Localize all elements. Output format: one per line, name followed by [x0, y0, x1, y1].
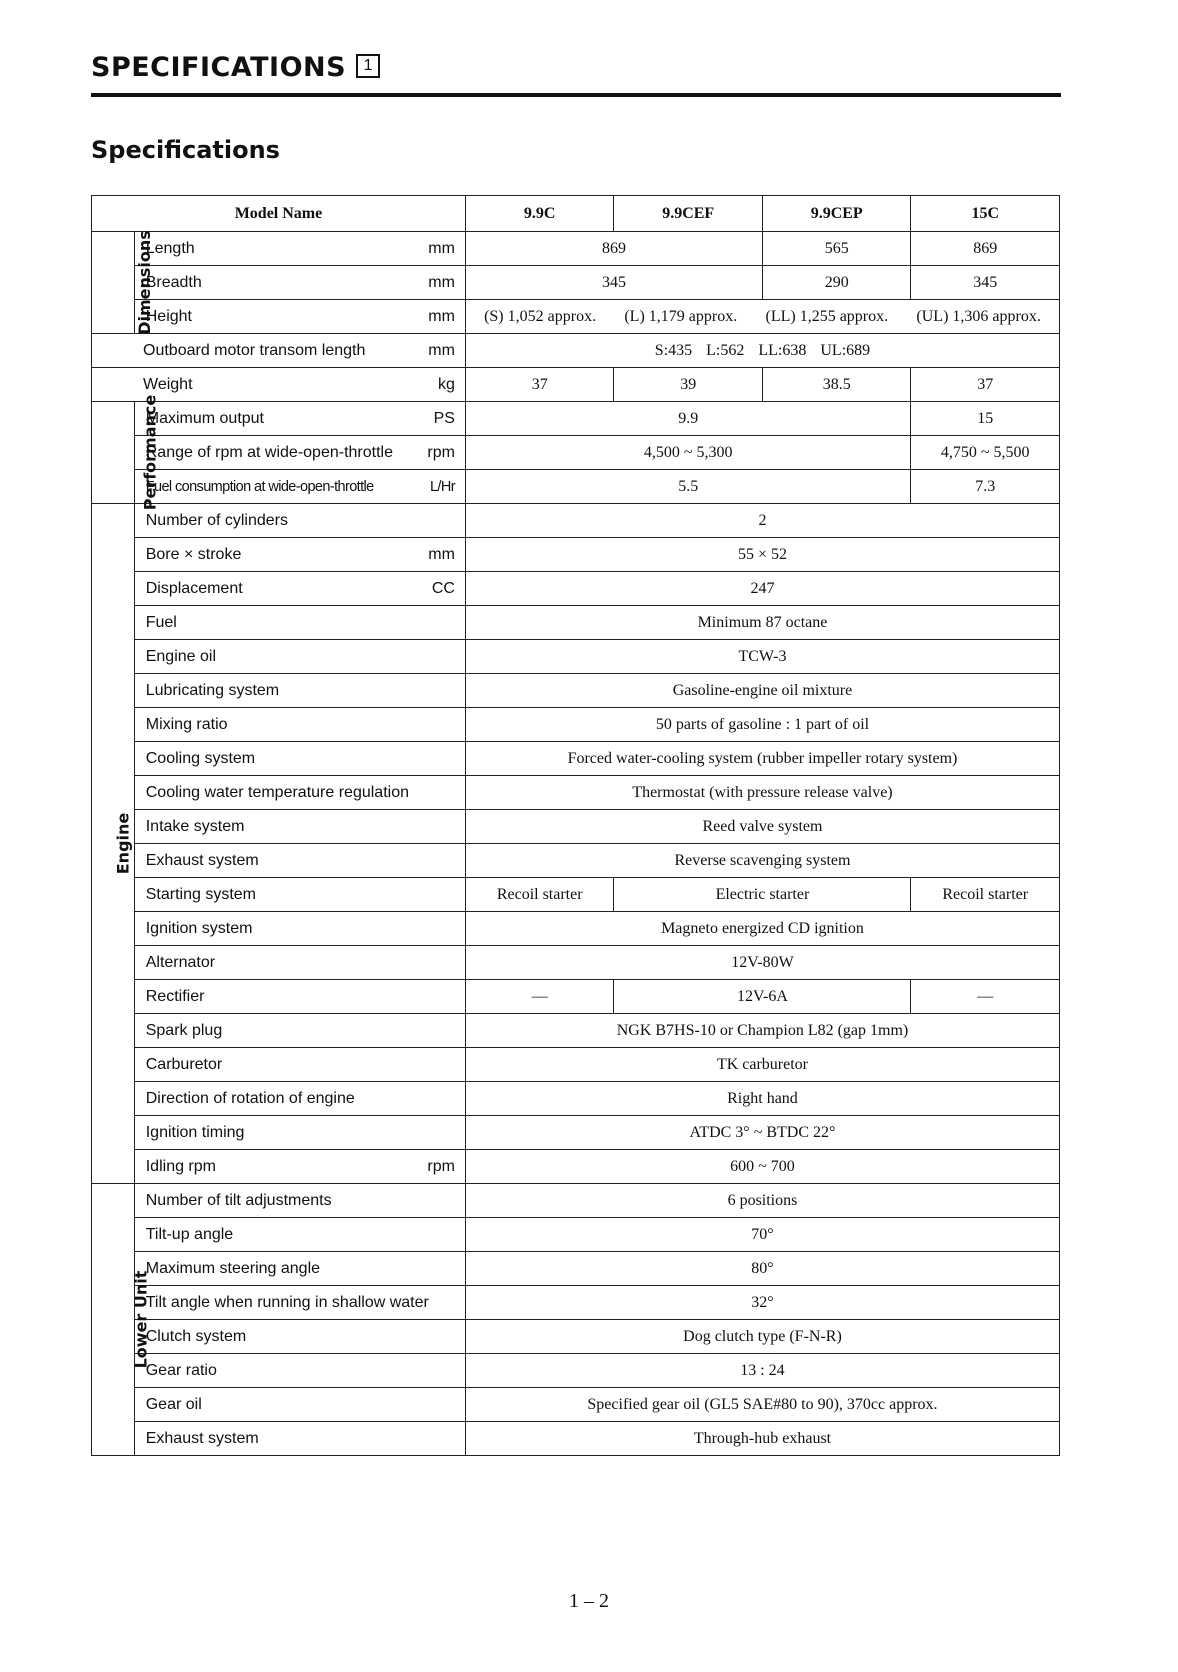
value-cell: 869 [911, 232, 1060, 266]
row-unit: rpm [427, 1157, 455, 1175]
row-label-cell [134, 1252, 465, 1286]
row-label-cell [134, 1422, 465, 1456]
table-row [92, 334, 1060, 368]
chapter-box: 1 [356, 54, 380, 78]
value-cell: Reverse scavenging system [465, 844, 1059, 878]
row-label-cell [134, 436, 465, 470]
value-cell: 55 × 52 [465, 538, 1059, 572]
row-label-cell [134, 572, 465, 606]
value-cell: 15 [911, 402, 1060, 436]
row-label: Bore × stroke [145, 545, 242, 563]
table-row [92, 402, 1060, 436]
table-row [92, 606, 1060, 640]
row-label: Clutch system [145, 1327, 247, 1345]
height-ul: (UL) 1,306 approx. [916, 307, 1041, 325]
transom-l: L:562 [706, 341, 745, 359]
row-label: Tilt-up angle [145, 1225, 234, 1243]
transom-ll: LL:638 [758, 341, 807, 359]
row-label: Rectifier [145, 987, 205, 1005]
value-cell: 565 [762, 232, 911, 266]
value-cell: 13 : 24 [465, 1354, 1059, 1388]
row-label: Maximum output [145, 409, 264, 427]
header-rule [91, 93, 1061, 97]
row-label-cell [134, 1014, 465, 1048]
table-row [92, 470, 1060, 504]
row-unit: kg [438, 375, 455, 393]
value-cell: 6 positions [465, 1184, 1059, 1218]
row-label-cell [134, 300, 465, 334]
row-label-cell [134, 470, 465, 504]
value-cell: Magneto energized CD ignition [465, 912, 1059, 946]
row-label-cell [134, 1150, 465, 1184]
value-cell: 290 [762, 266, 911, 300]
value-cell: NGK B7HS-10 or Champion L82 (gap 1mm) [465, 1014, 1059, 1048]
row-label-cell [134, 606, 465, 640]
value-cell: 38.5 [762, 368, 911, 402]
height-ll: (LL) 1,255 approx. [765, 307, 889, 325]
row-label: Weight [143, 375, 193, 393]
row-unit: mm [428, 341, 455, 359]
category-engine [92, 504, 135, 1184]
row-label-cell [134, 776, 465, 810]
value-cell: ATDC 3° ~ BTDC 22° [465, 1116, 1059, 1150]
row-label-cell [134, 1354, 465, 1388]
row-label: Outboard motor transom length [143, 341, 366, 359]
value-cell: TCW-3 [465, 640, 1059, 674]
category-label: Engine [113, 812, 133, 874]
value-cell: 39 [614, 368, 763, 402]
table-row [92, 436, 1060, 470]
section-title: Specifications [91, 136, 280, 164]
value-cell: 4,500 ~ 5,300 [465, 436, 911, 470]
value-cell: Recoil starter [911, 878, 1060, 912]
table-row [92, 1354, 1060, 1388]
row-unit: CC [431, 579, 455, 597]
row-label-cell [134, 402, 465, 436]
row-label: Maximum steering angle [145, 1259, 321, 1277]
row-label-cell [134, 266, 465, 300]
row-label-cell [134, 1320, 465, 1354]
table-row [92, 300, 1060, 334]
table-row [92, 572, 1060, 606]
table-row [92, 946, 1060, 980]
table-row [92, 232, 1060, 266]
table-row [92, 1048, 1060, 1082]
value-cell: — [911, 980, 1060, 1014]
value-cell: Thermostat (with pressure release valve) [465, 776, 1059, 810]
row-label-cell [134, 1184, 465, 1218]
table-row [92, 878, 1060, 912]
value-cell: 50 parts of gasoline : 1 part of oil [465, 708, 1059, 742]
row-unit: mm [428, 273, 455, 291]
row-label: Range of rpm at wide-open-throttle [145, 443, 393, 461]
row-label: Carburetor [145, 1055, 223, 1073]
row-label: Fuel consumption at wide-open-throttle [145, 478, 374, 495]
category-dimensions [92, 229, 154, 335]
table-row [92, 980, 1060, 1014]
row-label: Intake system [145, 817, 245, 835]
value-cell: 4,750 ~ 5,500 [911, 436, 1060, 470]
row-label-cell [134, 1286, 465, 1320]
row-label-cell [134, 844, 465, 878]
row-label: Cooling system [145, 749, 256, 767]
row-label-cell [134, 232, 465, 266]
value-cell: Dog clutch type (F-N-R) [465, 1320, 1059, 1354]
header-title: SPECIFICATIONS [91, 52, 347, 83]
row-label: Exhaust system [145, 851, 259, 869]
table-row [92, 742, 1060, 776]
category-label: Dimensions [134, 229, 154, 335]
table-row [92, 776, 1060, 810]
category-lower-unit [92, 1184, 151, 1456]
value-cell: Recoil starter [465, 878, 614, 912]
row-unit: L/Hr [429, 478, 455, 495]
row-label-cell [134, 1218, 465, 1252]
value-cell: Specified gear oil (GL5 SAE#80 to 90), 370cc approx. [465, 1388, 1059, 1422]
table-row [92, 674, 1060, 708]
table-row [92, 538, 1060, 572]
value-cell: Right hand [465, 1082, 1059, 1116]
table-row [92, 708, 1060, 742]
table-row [92, 1082, 1060, 1116]
value-cell: Gasoline-engine oil mixture [465, 674, 1059, 708]
row-label: Lubricating system [145, 681, 280, 699]
value-cell: TK carburetor [465, 1048, 1059, 1082]
value-cell [465, 334, 1059, 368]
row-label-cell [134, 504, 465, 538]
value-cell: 70° [465, 1218, 1059, 1252]
row-label: Spark plug [145, 1021, 223, 1039]
transom-s: S:435 [654, 341, 693, 359]
table-row [92, 1218, 1060, 1252]
value-cell: 32° [465, 1286, 1059, 1320]
row-unit: mm [428, 307, 455, 325]
row-label-cell [134, 912, 465, 946]
page-header [91, 52, 1061, 83]
value-cell: Minimum 87 octane [465, 606, 1059, 640]
row-label: Mixing ratio [145, 715, 228, 733]
row-label: Starting system [145, 885, 256, 903]
model-header-9-9c: 9.9C [465, 196, 614, 232]
row-label-cell [134, 742, 465, 776]
row-label: Length [145, 239, 195, 257]
value-cell: 600 ~ 700 [465, 1150, 1059, 1184]
model-header-15c: 15C [911, 196, 1060, 232]
value-cell: 2 [465, 504, 1059, 538]
row-label-cell [92, 334, 466, 368]
row-label: Cooling water temperature regulation [145, 783, 409, 801]
value-cell: 37 [911, 368, 1060, 402]
value-cell: Forced water-cooling system (rubber impeller rotary system) [465, 742, 1059, 776]
category-label: Performance [140, 394, 160, 510]
row-label-cell [134, 810, 465, 844]
value-cell: 345 [465, 266, 762, 300]
row-label: Ignition system [145, 919, 253, 937]
row-label-cell [134, 708, 465, 742]
table-row [92, 912, 1060, 946]
row-label: Gear oil [145, 1395, 202, 1413]
table-row [92, 1014, 1060, 1048]
table-row [92, 1388, 1060, 1422]
value-cell: 80° [465, 1252, 1059, 1286]
page-number: 1 – 2 [569, 1590, 609, 1612]
height-s: (S) 1,052 approx. [484, 307, 597, 325]
table-row [92, 810, 1060, 844]
row-label-cell [134, 1388, 465, 1422]
row-label-cell [134, 878, 465, 912]
table-header-row [92, 196, 1060, 232]
value-cell: Through-hub exhaust [465, 1422, 1059, 1456]
value-cell: 12V-80W [465, 946, 1059, 980]
row-label-cell [134, 1116, 465, 1150]
row-label: Exhaust system [145, 1429, 259, 1447]
table-row [92, 1320, 1060, 1354]
row-label: Number of cylinders [145, 511, 289, 529]
table-row [92, 1286, 1060, 1320]
row-unit: rpm [427, 443, 455, 461]
table-row [92, 844, 1060, 878]
row-unit: PS [433, 409, 455, 427]
row-label: Tilt angle when running in shallow water [145, 1293, 429, 1311]
category-label: Lower Unit [131, 1270, 151, 1368]
row-label-cell [134, 1048, 465, 1082]
value-cell: 7.3 [911, 470, 1060, 504]
row-label: Breadth [145, 273, 202, 291]
row-label: Engine oil [145, 647, 217, 665]
model-header-9-9cep: 9.9CEP [762, 196, 911, 232]
row-label: Direction of rotation of engine [145, 1089, 355, 1107]
value-cell [465, 300, 1059, 334]
row-label-cell [134, 980, 465, 1014]
category-performance [92, 394, 160, 510]
row-label: Fuel [145, 613, 177, 631]
value-cell: 5.5 [465, 470, 911, 504]
table-row [92, 504, 1060, 538]
model-name-header: Model Name [92, 196, 466, 232]
table-row [92, 1252, 1060, 1286]
table-row [92, 368, 1060, 402]
row-label: Number of tilt adjustments [145, 1191, 332, 1209]
value-cell: 345 [911, 266, 1060, 300]
value-cell: 12V-6A [614, 980, 911, 1014]
row-label-cell [134, 538, 465, 572]
row-label: Displacement [145, 579, 243, 597]
value-cell: 9.9 [465, 402, 911, 436]
table-row [92, 1150, 1060, 1184]
value-cell: Reed valve system [465, 810, 1059, 844]
table-row [92, 266, 1060, 300]
row-label: Alternator [145, 953, 216, 971]
row-label-cell [134, 946, 465, 980]
value-cell: Electric starter [614, 878, 911, 912]
transom-ul: UL:689 [820, 341, 871, 359]
row-unit: mm [428, 239, 455, 257]
row-label: Ignition timing [145, 1123, 245, 1141]
row-label-cell [134, 1082, 465, 1116]
value-cell: 869 [465, 232, 762, 266]
specifications-table [91, 195, 1060, 1456]
row-label-cell [134, 674, 465, 708]
value-cell: — [465, 980, 614, 1014]
row-label-cell [134, 640, 465, 674]
row-label: Idling rpm [145, 1157, 216, 1175]
table-row [92, 1116, 1060, 1150]
table-row [92, 1184, 1060, 1218]
model-header-9-9cef: 9.9CEF [614, 196, 763, 232]
height-l: (L) 1,179 approx. [624, 307, 738, 325]
table-row [92, 640, 1060, 674]
table-row [92, 1422, 1060, 1456]
row-label: Height [145, 307, 192, 325]
row-label: Gear ratio [145, 1361, 217, 1379]
row-unit: mm [428, 545, 455, 563]
value-cell: 37 [465, 368, 614, 402]
value-cell: 247 [465, 572, 1059, 606]
